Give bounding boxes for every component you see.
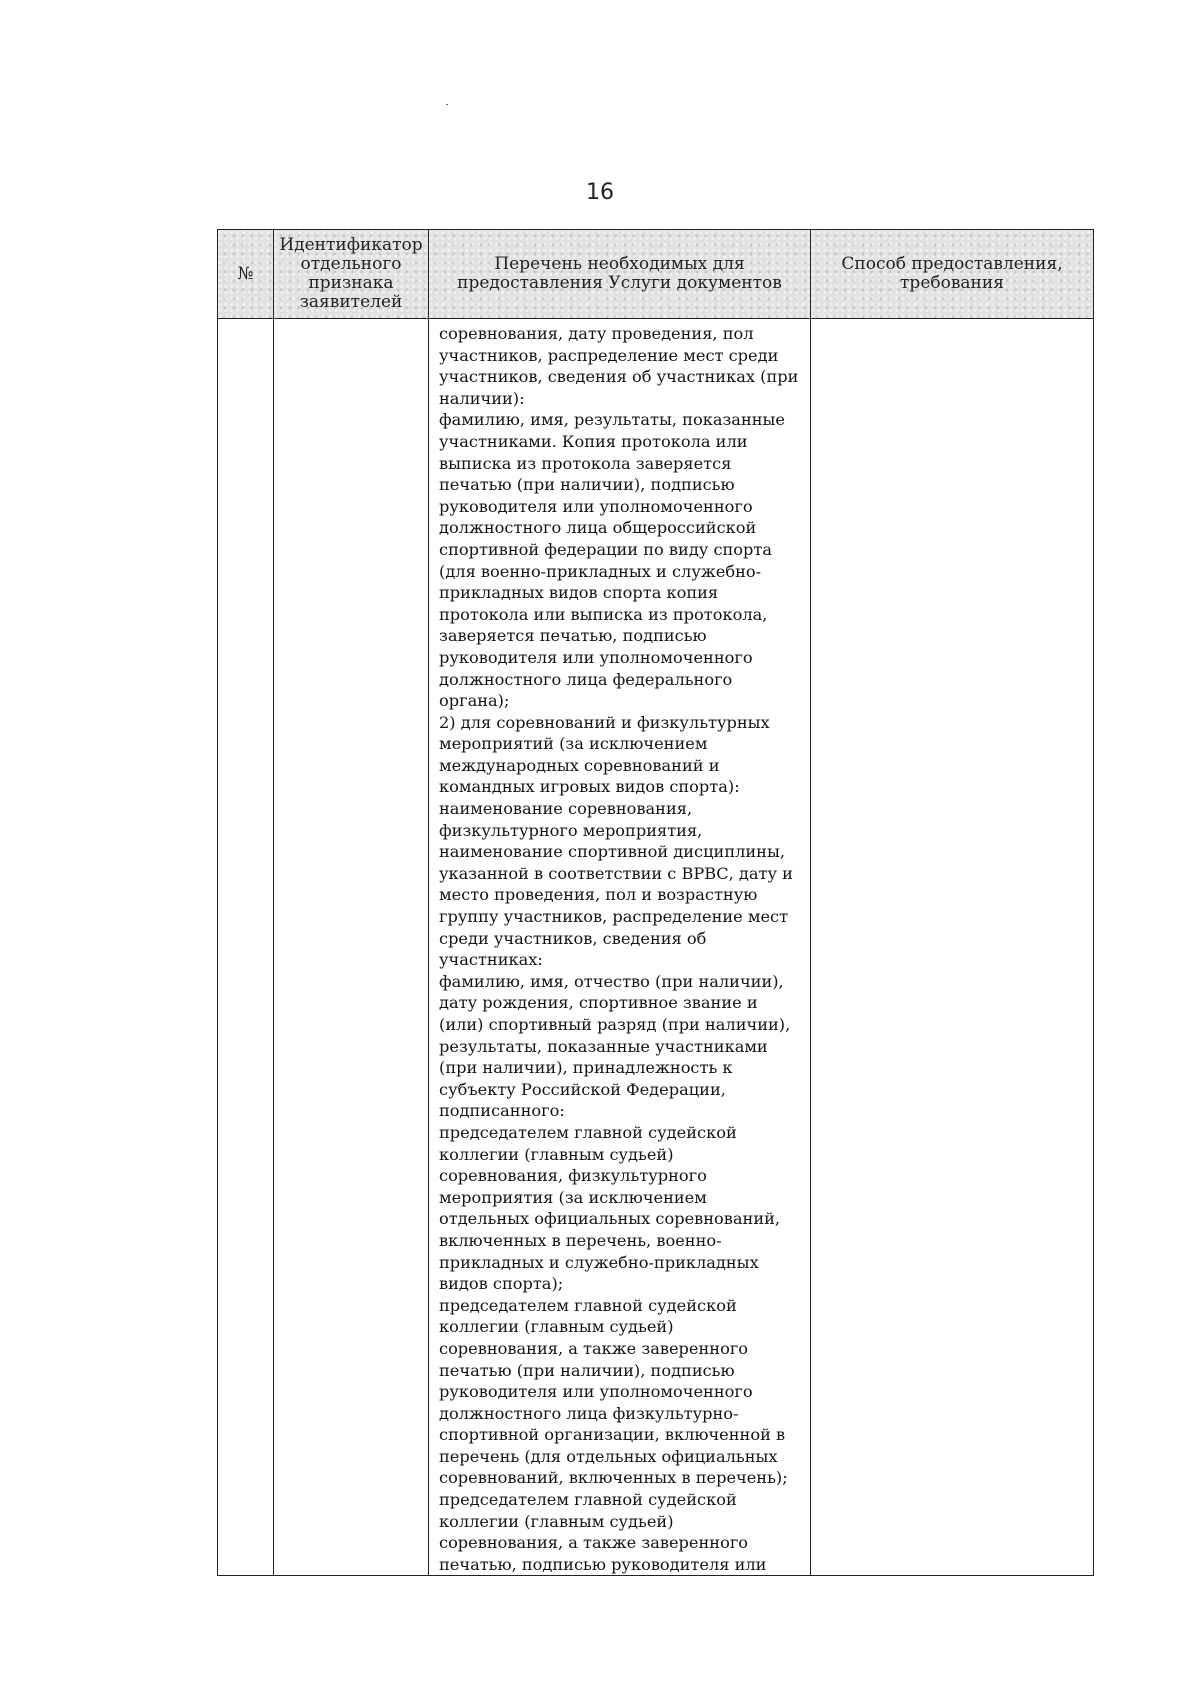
documents-text: соревнования, дату проведения, пол участников, распределение мест среди участников, сведения об участниках (при наличии): фамилию, имя, результаты, показанные участниками. Копия протокола или выписка из протокола заверяется печатью (при наличии), подписью руководителя или уполномоченного должностного лица общероссийской спортивной федерации по виду спорта (для военно-прикладных и служебно- прикладных видов спорта копия протокола или выписка из протокола, заверяется печатью, подписью руководителя или уполномоченного должностного лица федерального органа); 2) для соревнований и физкультурных мероприятий (за исключением международных соревнований и командных игровых видов спорта): наименование соревнования, физкультурного мероприятия, наименование спортивной дисциплины, указанной в соответствии с ВРВС, дату и место проведения, пол и возрастную группу участников, распределение мест среди участников, сведения об участниках: фамилию, имя, отчество (при наличии), дату рождения, спортивное звание и (или) спортивный разряд (при наличии), результаты, показанные участниками (при наличии), принадлежность к субъекту Российской Федерации, подписанного: председателем главной судейской коллегии (главным судьей) соревнования, физкультурного мероприятия (за исключением отдельных официальных соревнований, включенных в перечень, военно- прикладных и служебно-прикладных видов спорта); председателем главной судейской коллегии (главным судьей) соревнования, а также заверенного печатью (при наличии), подписью руководителя или уполномоченного должностного лица физкультурно- спортивной организации, включенной в перечень (для отдельных официальных соревнований, включенных в перечень); председателем главной судейской коллегии (главным судьей) соревнования, а также заверенного печатью, подписью руководителя или <box>439 324 799 1574</box>
header-number <box>218 230 274 319</box>
scan-speck <box>446 104 448 105</box>
cell-method <box>811 319 1094 1576</box>
header-identifier <box>274 230 429 319</box>
cell-documents <box>429 319 811 1576</box>
header-method <box>811 230 1094 319</box>
header-documents <box>429 230 811 319</box>
header-identifier-label: Идентификатор отдельного признака заявителей <box>279 235 423 312</box>
table-row <box>218 319 1094 1576</box>
page-number: 16 <box>586 180 614 205</box>
table-header-row <box>218 230 1094 319</box>
cell-identifier <box>274 319 429 1576</box>
header-number-label: № <box>237 263 254 284</box>
documents-table <box>217 229 1094 1576</box>
header-documents-label: Перечень необходимых для предоставления Услуги документов <box>457 254 782 293</box>
header-method-label: Способ предоставления, требования <box>841 254 1063 293</box>
cell-number <box>218 319 274 1576</box>
